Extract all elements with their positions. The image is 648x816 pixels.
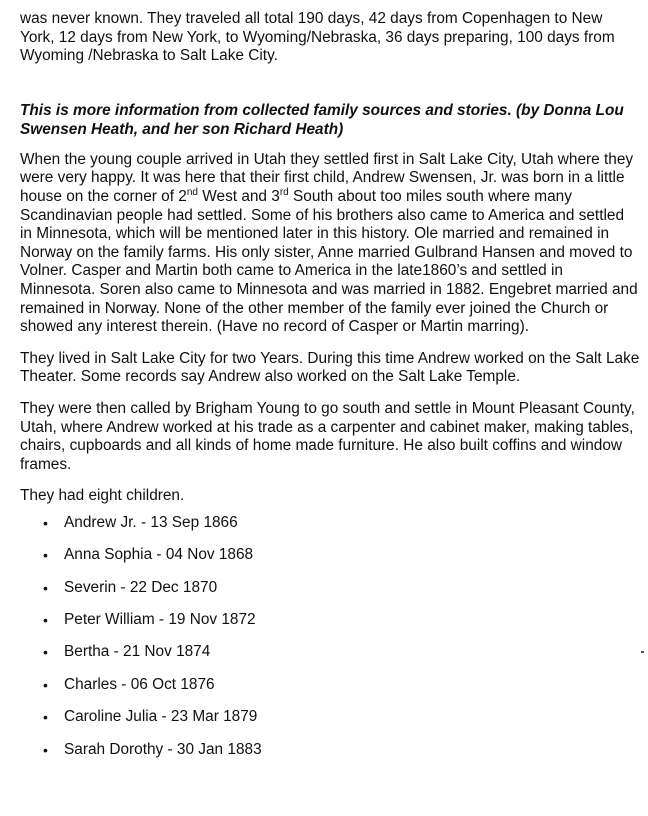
child-entry: Charles - 06 Oct 1876 <box>64 675 215 693</box>
paragraph-utah-text-3: South about too miles south where many Scandinavian people had settled. Some of his brothers also came to America and settled in Minnesota, which will be mentioned later in this history. Ole married and remained in Norway on the family farms. His only sister, Anne married Gulbrand Hansen and moved to Volner. Casper and Martin both came to America in the late1860’s and settled in Minnesota. Soren also came to Minnesota and was married in 1882. Engebret married and remained in Norway. None of the other member of the family ever joined the Church or showed any interest therein. (Have no record of Casper or Martin marring). <box>20 187 638 336</box>
child-entry: Bertha - 21 Nov 1874 <box>64 643 211 661</box>
paragraph-utah-text-1: When the young couple arrived in Utah they settled first in Salt Lake City, Utah where they were very happy. It was here that their first child, Andrew Swensen, Jr. was born in a little house on the corner of 2 <box>20 150 634 205</box>
list-item <box>20 546 640 578</box>
bullet-icon: • <box>43 579 48 596</box>
child-entry: Andrew Jr. - 13 Sep 1866 <box>64 513 238 531</box>
scan-speck <box>641 651 644 653</box>
paragraph-utah-settlement <box>20 151 640 337</box>
superscript-nd: nd <box>186 186 198 198</box>
child-entry: Anna Sophia - 04 Nov 1868 <box>64 546 254 564</box>
bullet-icon: • <box>43 612 48 629</box>
list-item <box>20 741 640 773</box>
bullet-icon: • <box>43 676 48 693</box>
document-page <box>20 10 640 773</box>
list-item <box>20 611 640 643</box>
child-entry: Sarah Dorothy - 30 Jan 1883 <box>64 740 262 758</box>
paragraph-utah-text-2: West and 3 <box>197 187 280 205</box>
bullet-icon: • <box>43 514 48 531</box>
paragraph-children-intro: They had eight children. <box>20 487 185 505</box>
child-entry: Severin - 22 Dec 1870 <box>64 578 218 596</box>
child-entry: Peter William - 19 Nov 1872 <box>64 611 256 629</box>
child-entry: Caroline Julia - 23 Mar 1879 <box>64 708 258 726</box>
children-list <box>20 514 640 773</box>
intro-paragraph: was never known. They traveled all total 190 days, 42 days from Copenhagen to New York, 12 days from New York, to Wyoming/Nebraska, 36 days preparing, 100 days from Wyoming /Nebraska to Salt Lake City. <box>20 10 615 65</box>
list-item <box>20 643 640 675</box>
bullet-icon: • <box>43 741 48 758</box>
superscript-rd: rd <box>279 186 289 198</box>
list-item <box>20 676 640 708</box>
list-item <box>20 708 640 740</box>
bullet-icon: • <box>43 644 48 661</box>
list-item <box>20 579 640 611</box>
paragraph-mount-pleasant: They were then called by Brigham Young to go south and settle in Mount Pleasant County, Utah, where Andrew worked at his trade as a carpenter and cabinet maker, making tables, chairs, cupboards and all kinds of home made furniture. He also built coffins and window frames. <box>20 399 635 473</box>
bullet-icon: • <box>43 709 48 726</box>
section-heading: This is more information from collected family sources and stories. (by Donna Lou Swensen Heath, and her son Richard Heath) <box>20 101 624 138</box>
paragraph-salt-lake-city: They lived in Salt Lake City for two Years. During this time Andrew worked on the Salt Lake Theater. Some records say Andrew also worked on the Salt Lake Temple. <box>20 349 640 386</box>
list-item <box>20 514 640 546</box>
bullet-icon: • <box>43 547 48 564</box>
